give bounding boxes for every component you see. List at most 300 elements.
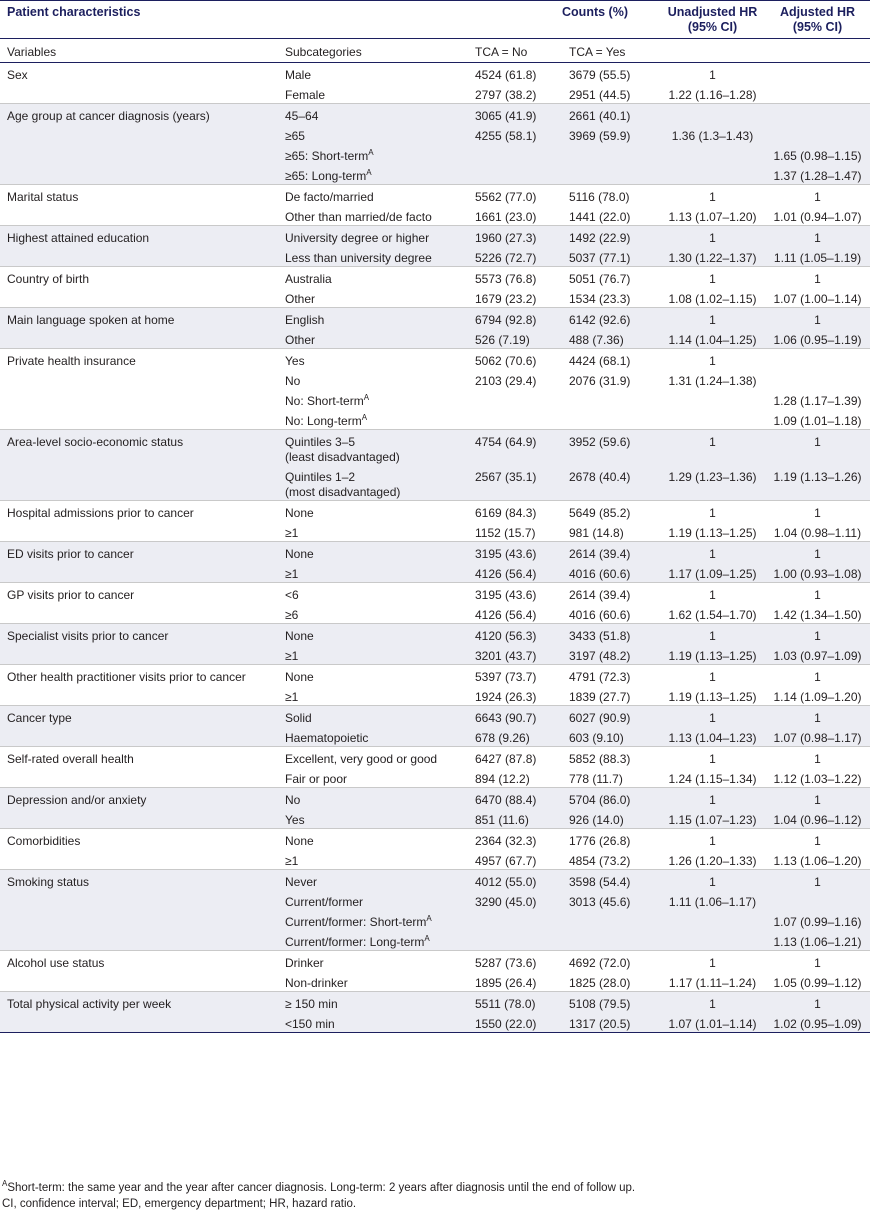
table-row <box>0 205 870 226</box>
unadjusted-hr: 1.36 (1.3–1.43) <box>660 124 765 144</box>
count-tca-yes: 4016 (60.6) <box>569 608 631 622</box>
count-tca-yes: 2614 (39.4) <box>569 588 631 602</box>
subcategory-cell <box>283 767 470 788</box>
count-tca-no: 1550 (22.0) <box>470 1012 565 1033</box>
footnote-marker: A <box>368 148 374 157</box>
count-tca-no: 526 (7.19) <box>470 328 565 349</box>
count-tca-yes: 5704 (86.0) <box>565 788 660 809</box>
count-tca-no: 5562 (77.0) <box>475 190 537 204</box>
count-tca-yes: 1492 (22.9) <box>565 226 660 247</box>
adjusted-hr: 1.14 (1.09–1.20) <box>773 690 862 704</box>
subcategory-label: English <box>285 313 325 327</box>
count-tca-yes: 5108 (79.5) <box>565 992 660 1013</box>
subcategory-cell <box>283 808 470 829</box>
variable-cell <box>0 808 283 829</box>
unadjusted-hr: 1 <box>660 788 765 809</box>
count-tca-no: 2364 (32.3) <box>475 834 537 848</box>
table-row <box>0 501 870 522</box>
subcategory-label-line2: (most disadvantaged) <box>285 485 401 499</box>
table-row <box>0 870 870 891</box>
unadjusted-hr: 1 <box>660 542 765 563</box>
unadjusted-hr: 1 <box>660 308 765 329</box>
adjusted-hr: 1.07 (0.99–1.16) <box>765 910 870 930</box>
subcategory-label: ≥65: Long-term <box>285 169 367 183</box>
table-row <box>0 521 870 542</box>
unadjusted-hr: 1.07 (1.01–1.14) <box>660 1012 765 1033</box>
unadjusted-hr: 1 <box>709 68 716 82</box>
variable-cell <box>0 849 283 870</box>
table-row <box>0 465 870 501</box>
table-row <box>0 185 870 206</box>
table-row <box>0 992 870 1013</box>
table-row <box>0 328 870 349</box>
adjusted-hr: 1.00 (0.93–1.08) <box>765 562 870 583</box>
count-tca-yes: 2678 (40.4) <box>565 465 660 501</box>
unadjusted-hr: 1.24 (1.15–1.34) <box>668 772 757 786</box>
adjusted-hr: 1.42 (1.34–1.50) <box>773 608 862 622</box>
table-row <box>0 430 870 466</box>
table-header-row <box>0 1 870 39</box>
count-tca-no: 5573 (76.8) <box>475 272 537 286</box>
table-row <box>0 226 870 247</box>
table-row <box>0 389 870 409</box>
unadjusted-hr: 1 <box>660 430 765 466</box>
count-tca-yes: 2076 (31.9) <box>569 374 631 388</box>
subcategory-cell <box>283 726 470 747</box>
unadjusted-hr: 1 <box>709 956 716 970</box>
count-tca-no: 3201 (43.7) <box>470 644 565 665</box>
footnote-marker: A <box>424 934 430 943</box>
variable-cell: Country of birth <box>7 272 90 286</box>
table-row <box>0 164 870 185</box>
count-tca-yes: 4692 (72.0) <box>569 956 631 970</box>
count-tca-yes: 5852 (88.3) <box>569 752 631 766</box>
adjusted-hr: 1 <box>765 870 870 891</box>
adjusted-hr: 1 <box>814 190 821 204</box>
adjusted-hr: 1.07 (0.98–1.17) <box>765 726 870 747</box>
adjusted-hr <box>765 124 870 144</box>
subcategory-label: No <box>285 793 301 807</box>
variable-cell: Cancer type <box>0 706 283 727</box>
variable-cell <box>0 562 283 583</box>
subcategory-cell <box>283 849 470 870</box>
subcategory-label: None <box>285 547 314 561</box>
table-row <box>0 124 870 144</box>
count-tca-yes <box>565 910 660 930</box>
subcategory-cell <box>283 144 470 164</box>
count-tca-yes: 926 (14.0) <box>565 808 660 829</box>
header-unadjusted-hr <box>660 1 765 39</box>
adjusted-hr: 1.28 (1.17–1.39) <box>773 394 862 408</box>
adjusted-hr <box>765 890 870 910</box>
count-tca-yes: 6027 (90.9) <box>565 706 660 727</box>
subcategory-label: None <box>285 629 314 643</box>
subcategory-label: Current/former: Long-term <box>285 935 425 949</box>
count-tca-yes: 1839 (27.7) <box>569 690 631 704</box>
unadjusted-hr: 1 <box>709 588 716 602</box>
subcategory-cell <box>283 164 470 185</box>
footnote-line1: $^A$Short-term: the same year and the year after cancer diagnosis. Long-term: 2 years after diagnosis until the end of follow up. <box>2 1179 636 1194</box>
subcategory-cell <box>283 267 470 288</box>
unadjusted-hr <box>660 930 765 951</box>
count-tca-no: 678 (9.26) <box>470 726 565 747</box>
subcategory-cell <box>283 788 470 809</box>
table-row <box>0 829 870 850</box>
unadjusted-hr: 1 <box>660 706 765 727</box>
subcategory-cell <box>283 542 470 563</box>
adjusted-hr: 1.19 (1.13–1.26) <box>765 465 870 501</box>
subcategory-label: ≥1 <box>285 854 299 868</box>
adjusted-hr: 1 <box>765 430 870 466</box>
unadjusted-hr: 1 <box>709 190 716 204</box>
subcategory-cell <box>283 747 470 768</box>
subcategory-cell <box>283 308 470 329</box>
count-tca-no: 4524 (61.8) <box>475 68 537 82</box>
table-row <box>0 144 870 164</box>
adjusted-hr: 1.06 (0.95–1.19) <box>765 328 870 349</box>
unadjusted-hr: 1 <box>660 870 765 891</box>
table-row <box>0 624 870 645</box>
subcategory-cell <box>283 328 470 349</box>
variable-cell <box>0 369 283 389</box>
unadjusted-hr: 1 <box>709 670 716 684</box>
adjusted-hr: 1.09 (1.01–1.18) <box>773 414 862 428</box>
subcategory-cell <box>283 890 470 910</box>
count-tca-no: 2567 (35.1) <box>470 465 565 501</box>
subcategory-cell <box>283 63 470 84</box>
subcategory-label: Australia <box>285 272 332 286</box>
variable-cell <box>0 83 283 104</box>
count-tca-yes: 3969 (59.9) <box>565 124 660 144</box>
table-row <box>0 308 870 329</box>
table-row <box>0 542 870 563</box>
count-tca-no: 4957 (67.7) <box>475 854 537 868</box>
subcategory-cell <box>283 226 470 247</box>
variable-cell <box>0 521 283 542</box>
count-tca-yes: 3952 (59.6) <box>565 430 660 466</box>
table-row <box>0 1012 870 1033</box>
unadjusted-hr: 1.19 (1.13–1.25) <box>668 526 757 540</box>
variable-cell <box>0 164 283 185</box>
count-tca-yes <box>565 389 660 409</box>
variable-cell <box>0 767 283 788</box>
unadjusted-hr: 1.19 (1.13–1.25) <box>668 690 757 704</box>
subcategory-cell <box>283 583 470 604</box>
unadjusted-hr: 1.15 (1.07–1.23) <box>660 808 765 829</box>
subcategory-cell <box>283 205 470 226</box>
count-tca-yes: 3598 (54.4) <box>565 870 660 891</box>
count-tca-no: 4126 (56.4) <box>475 608 537 622</box>
unadjusted-hr: 1.17 (1.09–1.25) <box>660 562 765 583</box>
adjusted-hr: 1.37 (1.28–1.47) <box>765 164 870 185</box>
subcategory-cell <box>283 465 470 501</box>
variable-cell <box>0 328 283 349</box>
subcategory-cell <box>283 246 470 267</box>
subcategory-label: Haematopoietic <box>285 731 369 745</box>
header-unadjusted-line2: (95% CI) <box>687 20 738 34</box>
subcategory-label: ≥65: Short-term <box>285 149 369 163</box>
count-tca-yes: 5037 (77.1) <box>565 246 660 267</box>
count-tca-yes: 5649 (85.2) <box>569 506 631 520</box>
variable-cell: Main language spoken at home <box>0 308 283 329</box>
subcategory-label: ≥6 <box>285 608 299 622</box>
adjusted-hr: 1 <box>765 706 870 727</box>
unadjusted-hr: 1.13 (1.04–1.23) <box>660 726 765 747</box>
unadjusted-hr <box>660 164 765 185</box>
subcategory-cell <box>283 644 470 665</box>
subcategory-label: Yes <box>285 813 305 827</box>
subcategory-label: ≥ 150 min <box>285 997 338 1011</box>
subcategory-label: ≥1 <box>285 567 299 581</box>
table-row <box>0 971 870 992</box>
unadjusted-hr: 1 <box>709 752 716 766</box>
table-row <box>0 767 870 788</box>
variable-cell <box>0 890 283 910</box>
table-row <box>0 808 870 829</box>
adjusted-hr: 1.05 (0.99–1.12) <box>773 976 862 990</box>
adjusted-hr: 1 <box>765 308 870 329</box>
count-tca-yes: 6142 (92.6) <box>565 308 660 329</box>
count-tca-no: 3290 (45.0) <box>470 890 565 910</box>
variable-cell: ED visits prior to cancer <box>0 542 283 563</box>
subcategory-label: Current/former <box>285 895 364 909</box>
count-tca-no: 1661 (23.0) <box>475 210 537 224</box>
header-adjusted-line2: (95% CI) <box>792 20 843 34</box>
count-tca-yes: 2661 (40.1) <box>565 104 660 125</box>
unadjusted-hr: 1 <box>660 624 765 645</box>
count-tca-yes <box>565 409 660 430</box>
count-tca-yes: 1441 (22.0) <box>569 210 631 224</box>
unadjusted-hr <box>660 144 765 164</box>
subcategory-cell <box>283 501 470 522</box>
count-tca-no: 1924 (26.3) <box>475 690 537 704</box>
unadjusted-hr: 1 <box>709 834 716 848</box>
count-tca-yes: 981 (14.8) <box>569 526 624 540</box>
count-tca-no: 6794 (92.8) <box>470 308 565 329</box>
table-row <box>0 788 870 809</box>
count-tca-yes: 1776 (26.8) <box>569 834 631 848</box>
variable-cell: Depression and/or anxiety <box>0 788 283 809</box>
variable-cell <box>0 910 283 930</box>
variable-cell <box>0 726 283 747</box>
unadjusted-hr: 1 <box>660 226 765 247</box>
subcategory-cell <box>283 910 470 930</box>
adjusted-hr: 1 <box>765 788 870 809</box>
subcategory-cell <box>283 562 470 583</box>
subcategory-label: <150 min <box>285 1017 335 1031</box>
footnote-line2: CI, confidence interval; ED, emergency department; HR, hazard ratio. <box>2 1198 357 1210</box>
table-row <box>0 930 870 951</box>
subcategory-label: University degree or higher <box>285 231 430 245</box>
subcategory-cell <box>283 706 470 727</box>
variable-cell <box>0 287 283 308</box>
subcategory-label: None <box>285 670 314 684</box>
adjusted-hr: 1.11 (1.05–1.19) <box>765 246 870 267</box>
adjusted-hr: 1.12 (1.03–1.22) <box>773 772 862 786</box>
variable-cell <box>0 246 283 267</box>
table-row <box>0 890 870 910</box>
count-tca-yes: 4854 (73.2) <box>569 854 631 868</box>
count-tca-yes: 5116 (78.0) <box>569 190 630 204</box>
unadjusted-hr: 1.29 (1.23–1.36) <box>660 465 765 501</box>
subcategory-cell <box>283 83 470 104</box>
count-tca-yes: 488 (7.36) <box>565 328 660 349</box>
table-row <box>0 603 870 624</box>
variable-cell: Area-level socio-economic status <box>0 430 283 466</box>
variable-cell: Hospital admissions prior to cancer <box>7 506 194 520</box>
adjusted-hr: 1 <box>765 226 870 247</box>
subcategory-label: <6 <box>285 588 299 602</box>
variable-cell: GP visits prior to cancer <box>7 588 135 602</box>
variable-cell: Comorbidities <box>7 834 81 848</box>
unadjusted-hr: 1 <box>660 992 765 1013</box>
table-body <box>0 63 870 1033</box>
subcategory-label: Quintiles 3–5 <box>285 435 356 449</box>
subcategory-cell <box>283 624 470 645</box>
adjusted-hr: 1 <box>814 834 821 848</box>
count-tca-no: 1895 (26.4) <box>475 976 537 990</box>
table-row <box>0 747 870 768</box>
footnotes <box>0 1180 635 1212</box>
header-adjusted-line1: Adjusted HR <box>780 5 855 19</box>
subcategory-cell <box>283 951 470 972</box>
variable-cell <box>0 465 283 501</box>
unadjusted-hr: 1.22 (1.16–1.28) <box>668 88 757 102</box>
variable-cell: Self-rated overall health <box>7 752 134 766</box>
subcategory-label: None <box>285 506 314 520</box>
count-tca-yes: 4424 (68.1) <box>569 354 631 368</box>
adjusted-hr: 1.04 (0.98–1.11) <box>773 526 862 540</box>
variable-cell: Sex <box>7 68 28 82</box>
adjusted-hr <box>765 369 870 389</box>
unadjusted-hr: 1 <box>709 354 716 368</box>
count-tca-yes: 3013 (45.6) <box>565 890 660 910</box>
table-subheader-row <box>0 39 870 63</box>
count-tca-no <box>470 910 565 930</box>
count-tca-no: 5397 (73.7) <box>475 670 537 684</box>
count-tca-yes: 2951 (44.5) <box>569 88 631 102</box>
count-tca-no: 5287 (73.6) <box>475 956 537 970</box>
subcategory-cell <box>283 665 470 686</box>
subcategory-cell <box>283 409 470 430</box>
adjusted-hr: 1 <box>814 670 821 684</box>
table-row <box>0 583 870 604</box>
subcategory-cell <box>283 185 470 206</box>
footnote-sup: A <box>2 1179 8 1189</box>
count-tca-yes <box>565 144 660 164</box>
count-tca-yes: 3679 (55.5) <box>569 68 631 82</box>
subcategory-label: Current/former: Short-term <box>285 915 427 929</box>
adjusted-hr <box>765 104 870 125</box>
subcategory-label: No: Short-term <box>285 394 364 408</box>
subheader-tca-yes: TCA = Yes <box>569 45 626 59</box>
variable-cell: Age group at cancer diagnosis (years) <box>0 104 283 125</box>
variable-cell <box>0 1012 283 1033</box>
subcategory-cell <box>283 124 470 144</box>
subcategory-label: 45–64 <box>285 109 319 123</box>
subcategory-label: De facto/married <box>285 190 374 204</box>
count-tca-no: 5226 (72.7) <box>470 246 565 267</box>
adjusted-hr: 1 <box>814 752 821 766</box>
count-tca-yes: 1534 (23.3) <box>569 292 631 306</box>
subcategory-label: ≥1 <box>285 690 299 704</box>
adjusted-hr: 1.04 (0.96–1.12) <box>765 808 870 829</box>
count-tca-no: 2797 (38.2) <box>475 88 537 102</box>
adjusted-hr: 1 <box>765 624 870 645</box>
count-tca-no <box>470 409 565 430</box>
variable-cell <box>0 409 283 430</box>
count-tca-no <box>470 164 565 185</box>
count-tca-no: 4255 (58.1) <box>470 124 565 144</box>
count-tca-no: 6169 (84.3) <box>475 506 537 520</box>
adjusted-hr: 1 <box>814 272 821 286</box>
subcategory-label: ≥65 <box>285 129 305 143</box>
count-tca-no: 3195 (43.6) <box>475 588 537 602</box>
variable-cell: Alcohol use status <box>7 956 105 970</box>
count-tca-no <box>470 144 565 164</box>
count-tca-no: 4120 (56.3) <box>470 624 565 645</box>
subcategory-cell <box>283 369 470 389</box>
adjusted-hr: 1.03 (0.97–1.09) <box>765 644 870 665</box>
subheader-variables: Variables <box>7 45 57 59</box>
count-tca-yes: 5051 (76.7) <box>569 272 631 286</box>
adjusted-hr <box>765 83 870 104</box>
table-row <box>0 562 870 583</box>
unadjusted-hr: 1 <box>709 506 716 520</box>
footnote-marker: A <box>366 168 372 177</box>
table-row <box>0 349 870 370</box>
unadjusted-hr <box>660 409 765 430</box>
subcategory-label: Quintiles 1–2 <box>285 470 356 484</box>
adjusted-hr <box>765 63 870 84</box>
subcategory-label: ≥1 <box>285 526 299 540</box>
subcategory-label: Drinker <box>285 956 324 970</box>
variable-cell: Highest attained education <box>0 226 283 247</box>
subcategory-cell <box>283 971 470 992</box>
unadjusted-hr: 1.62 (1.54–1.70) <box>668 608 757 622</box>
variable-cell <box>0 124 283 144</box>
count-tca-no: 3065 (41.9) <box>470 104 565 125</box>
count-tca-no: 4012 (55.0) <box>470 870 565 891</box>
subcategory-label: ≥1 <box>285 649 299 663</box>
subcategory-cell <box>283 685 470 706</box>
subcategory-cell <box>283 104 470 125</box>
table-row <box>0 951 870 972</box>
count-tca-yes: 3433 (51.8) <box>565 624 660 645</box>
count-tca-no: 1679 (23.2) <box>475 292 537 306</box>
subcategory-cell <box>283 521 470 542</box>
header-adjusted-hr <box>765 1 870 39</box>
footnote-marker: A <box>363 393 370 402</box>
unadjusted-hr: 1.14 (1.04–1.25) <box>660 328 765 349</box>
header-unadjusted-line1: Unadjusted HR <box>667 5 758 19</box>
count-tca-no: 6470 (88.4) <box>470 788 565 809</box>
table-row <box>0 104 870 125</box>
adjusted-hr: 1.02 (0.95–1.09) <box>765 1012 870 1033</box>
subcategory-label: Female <box>285 88 326 102</box>
subcategory-label: Less than university degree <box>285 251 432 265</box>
subcategory-label: None <box>285 834 314 848</box>
count-tca-no: 851 (11.6) <box>470 808 565 829</box>
unadjusted-hr <box>660 910 765 930</box>
adjusted-hr: 1 <box>765 992 870 1013</box>
subcategory-label: Other <box>285 292 316 306</box>
subheader-tca-no: TCA = No <box>475 45 528 59</box>
subcategory-label: Fair or poor <box>285 772 348 786</box>
table-row <box>0 246 870 267</box>
subcategory-cell <box>283 430 470 466</box>
table-row <box>0 910 870 930</box>
